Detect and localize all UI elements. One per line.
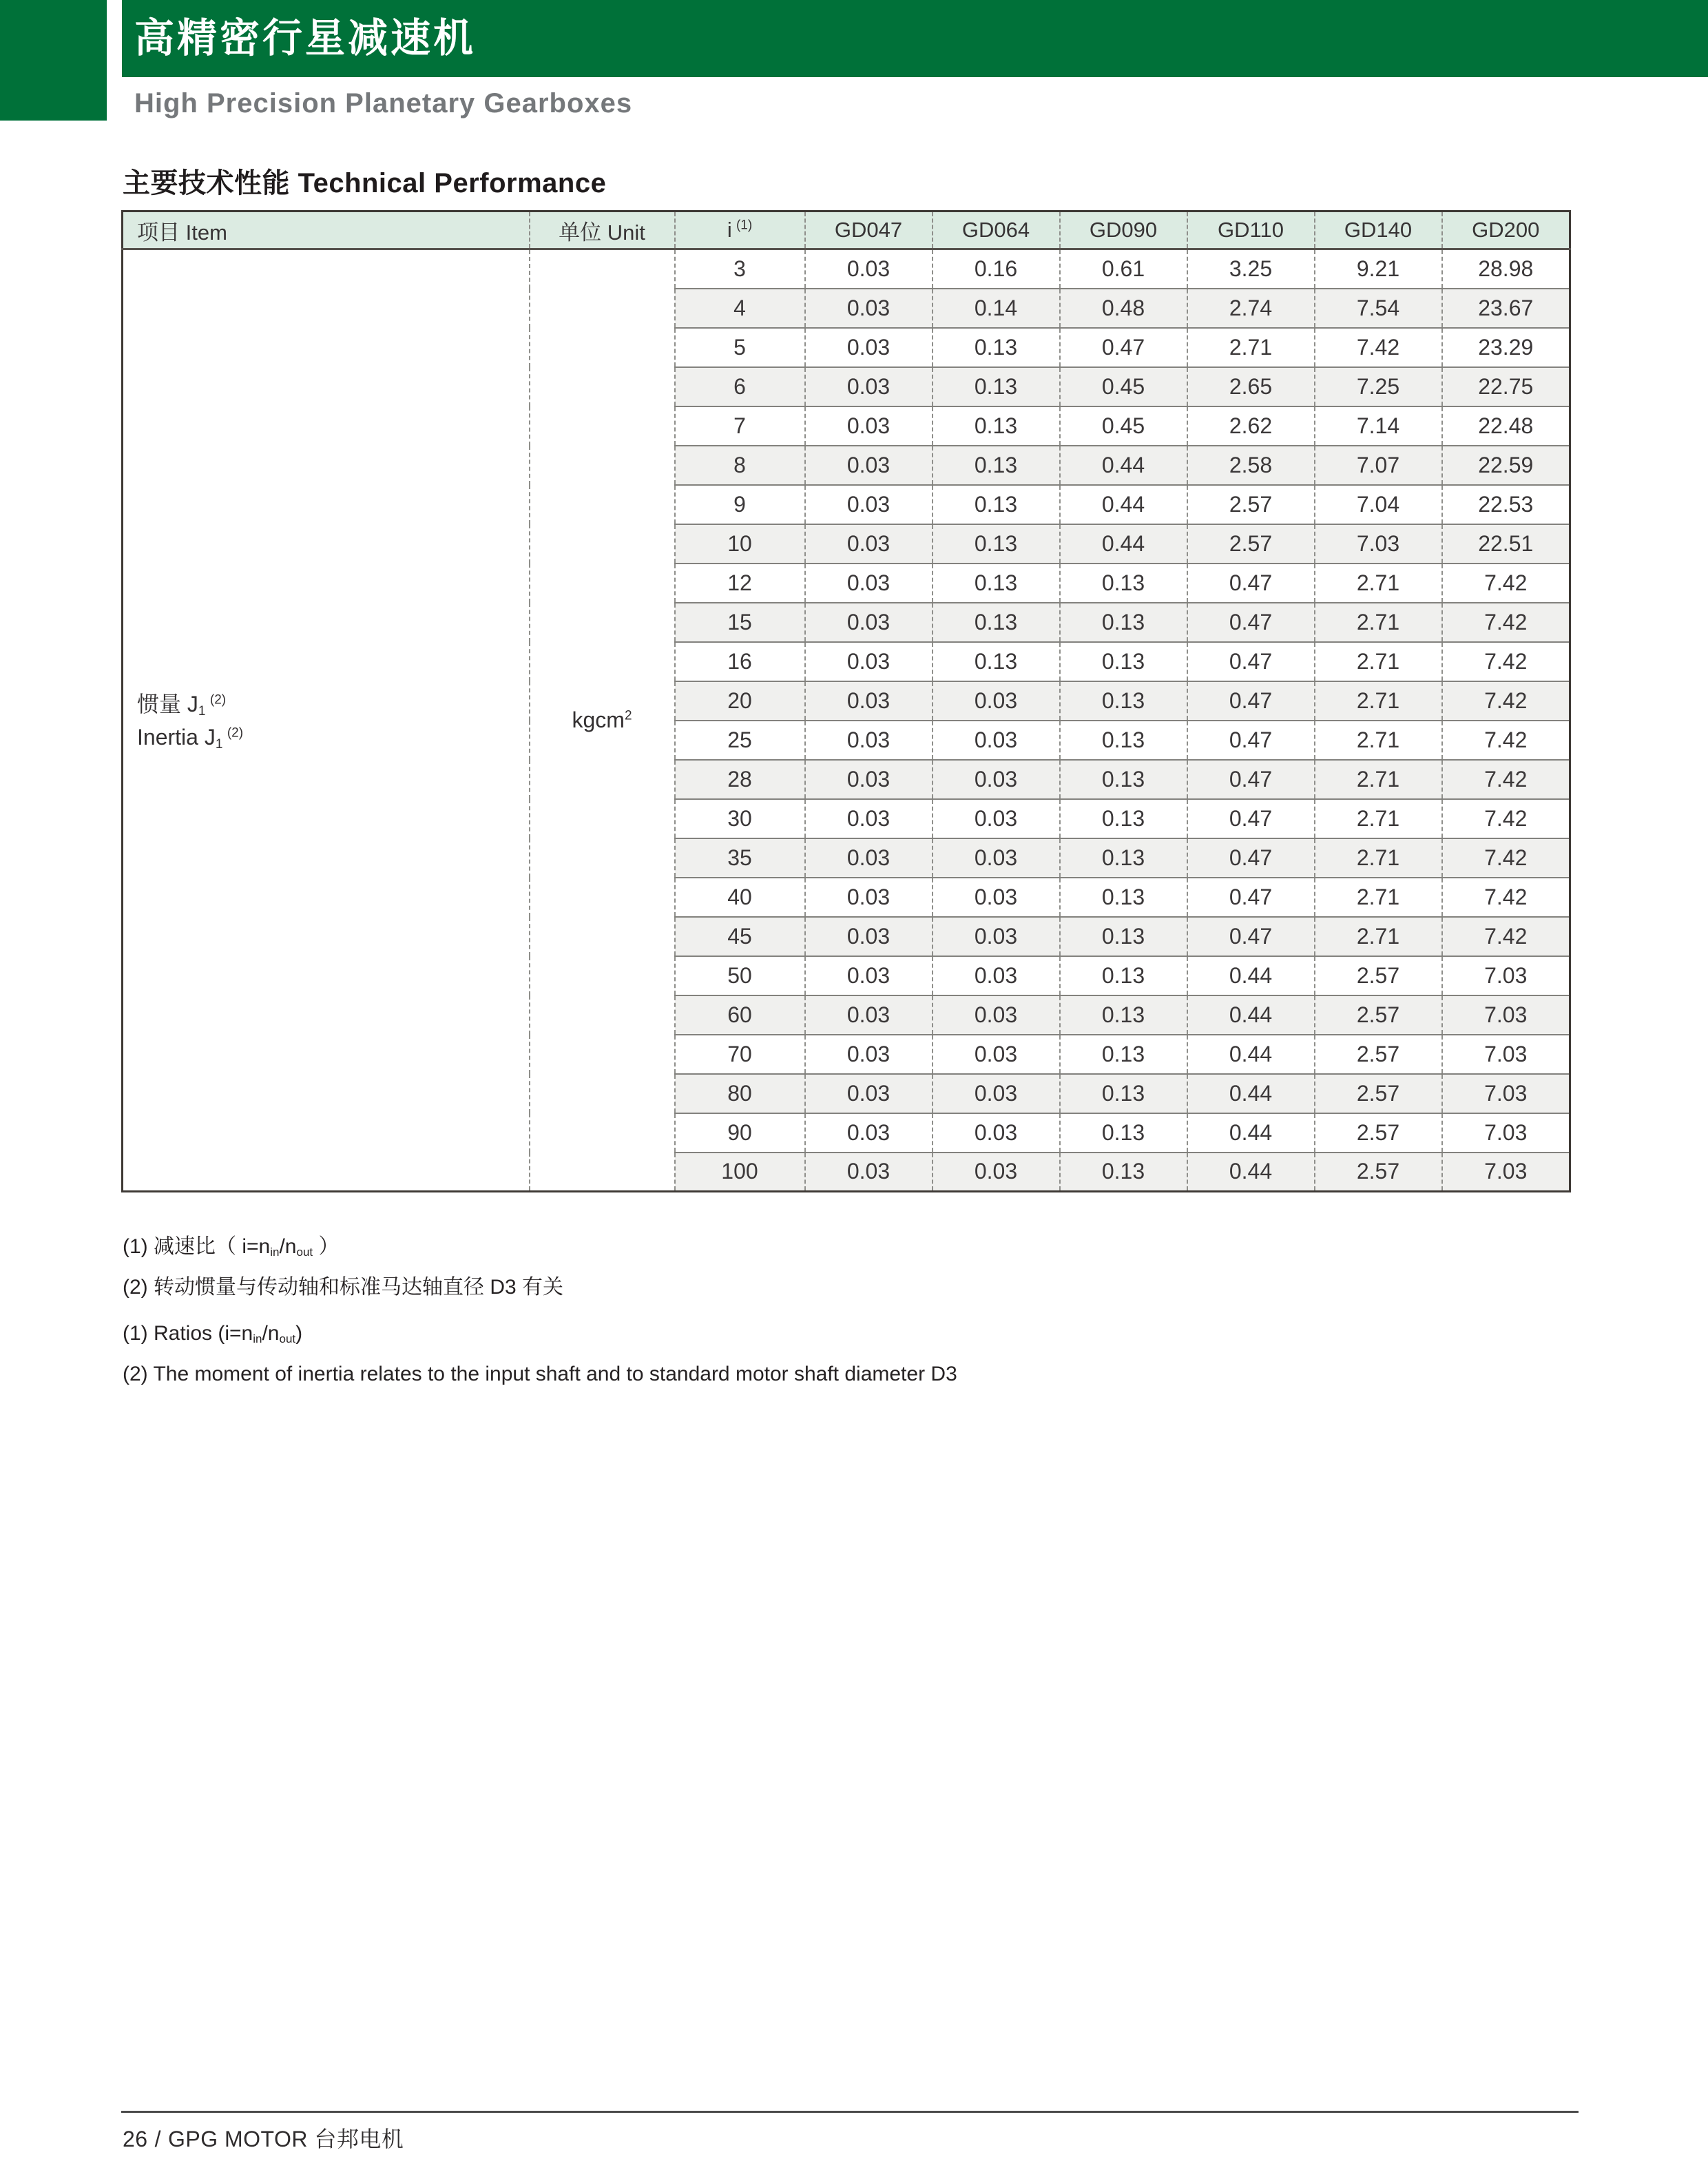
- ratio-cell: 20: [675, 681, 805, 721]
- ratio-cell: 30: [675, 799, 805, 838]
- value-cell: 2.71: [1315, 603, 1442, 642]
- value-cell: 7.03: [1442, 1113, 1570, 1153]
- value-cell: 0.13: [1060, 681, 1187, 721]
- ratio-cell: 9: [675, 485, 805, 524]
- column-header-model: GD047: [805, 211, 933, 249]
- value-cell: 0.03: [805, 289, 933, 328]
- value-cell: 28.98: [1442, 249, 1570, 289]
- value-cell: 2.74: [1187, 289, 1315, 328]
- footer-brand: GPG MOTOR 台邦电机: [167, 2127, 404, 2151]
- value-cell: 0.44: [1060, 524, 1187, 564]
- ratio-cell: 6: [675, 367, 805, 406]
- value-cell: 7.04: [1315, 485, 1442, 524]
- value-cell: 2.71: [1315, 642, 1442, 681]
- value-cell: 2.65: [1187, 367, 1315, 406]
- ratio-cell: 28: [675, 760, 805, 799]
- value-cell: 9.21: [1315, 249, 1442, 289]
- page-number: 26: [123, 2127, 148, 2151]
- value-cell: 0.45: [1060, 367, 1187, 406]
- value-cell: 0.03: [805, 564, 933, 603]
- footer-divider: [121, 2111, 1579, 2113]
- item-footnote-ref: (2): [227, 725, 244, 740]
- value-cell: 0.13: [933, 367, 1060, 406]
- ratio-cell: 90: [675, 1113, 805, 1153]
- value-cell: 0.03: [933, 917, 1060, 956]
- technical-performance-table: [121, 210, 1571, 1192]
- value-cell: 2.71: [1315, 760, 1442, 799]
- ratio-cell: 12: [675, 564, 805, 603]
- value-cell: 7.42: [1442, 917, 1570, 956]
- value-cell: 23.29: [1442, 328, 1570, 367]
- value-cell: 0.47: [1187, 721, 1315, 760]
- value-cell: 2.71: [1315, 917, 1442, 956]
- value-cell: 0.13: [1060, 838, 1187, 878]
- ratio-cell: 60: [675, 995, 805, 1035]
- value-cell: 7.42: [1442, 603, 1570, 642]
- ratio-cell: 50: [675, 956, 805, 995]
- value-cell: 0.03: [805, 1035, 933, 1074]
- table-header-row: [123, 211, 1570, 249]
- column-header-model: GD064: [933, 211, 1060, 249]
- value-cell: 0.03: [933, 838, 1060, 878]
- ratio-cell: 7: [675, 406, 805, 446]
- value-cell: 0.03: [805, 760, 933, 799]
- value-cell: 2.62: [1187, 406, 1315, 446]
- value-cell: 7.07: [1315, 446, 1442, 485]
- value-cell: 2.57: [1187, 524, 1315, 564]
- value-cell: 0.47: [1187, 838, 1315, 878]
- value-cell: 0.03: [805, 838, 933, 878]
- value-cell: 0.03: [933, 1153, 1060, 1192]
- value-cell: 0.03: [933, 1113, 1060, 1153]
- item-label-cn: 惯量 $J_1$ $^{(2)}$: [137, 691, 227, 719]
- value-cell: 0.47: [1187, 642, 1315, 681]
- ratio-cell: 70: [675, 1035, 805, 1074]
- ratio-footnote-ref: (1): [736, 218, 753, 233]
- value-cell: 0.03: [933, 681, 1060, 721]
- value-cell: 7.42: [1442, 799, 1570, 838]
- value-cell: 0.03: [933, 799, 1060, 838]
- table-body: [123, 249, 1570, 1192]
- item-footnote-ref: (2): [209, 692, 227, 707]
- page-subtitle-en: High Precision Planetary Gearboxes: [134, 88, 633, 118]
- value-cell: 7.42: [1442, 878, 1570, 917]
- value-cell: 0.13: [1060, 1113, 1187, 1153]
- value-cell: 0.13: [1060, 878, 1187, 917]
- footnotes-chinese: [123, 1228, 563, 1306]
- value-cell: 0.13: [933, 328, 1060, 367]
- value-cell: 2.57: [1315, 1035, 1442, 1074]
- value-cell: 0.03: [805, 485, 933, 524]
- value-cell: 2.57: [1315, 995, 1442, 1035]
- value-cell: 0.13: [1060, 564, 1187, 603]
- value-cell: 7.42: [1442, 681, 1570, 721]
- brand-green-strip: [0, 0, 107, 121]
- value-cell: 0.03: [805, 642, 933, 681]
- column-header-ratio: i $^{(1)}$: [675, 211, 805, 249]
- value-cell: 0.03: [805, 681, 933, 721]
- value-cell: 0.44: [1187, 1153, 1315, 1192]
- value-cell: 0.03: [805, 1074, 933, 1113]
- value-cell: 7.42: [1442, 642, 1570, 681]
- value-cell: 7.25: [1315, 367, 1442, 406]
- value-cell: 0.44: [1187, 956, 1315, 995]
- value-cell: 0.13: [1060, 603, 1187, 642]
- value-cell: 0.13: [933, 564, 1060, 603]
- value-cell: 0.13: [933, 524, 1060, 564]
- value-cell: 0.14: [933, 289, 1060, 328]
- page-title-cn: 高精密行星减速机: [134, 16, 477, 61]
- value-cell: 3.25: [1187, 249, 1315, 289]
- footnote-en-1: (1) Ratios $(i=n_{in}/n_{out})$: [123, 1322, 303, 1345]
- value-cell: 0.13: [933, 485, 1060, 524]
- value-cell: 0.03: [805, 956, 933, 995]
- value-cell: 0.61: [1060, 249, 1187, 289]
- ratio-cell: 8: [675, 446, 805, 485]
- value-cell: 0.03: [805, 446, 933, 485]
- ratio-cell: 35: [675, 838, 805, 878]
- value-cell: 7.03: [1442, 1153, 1570, 1192]
- column-header-model: GD090: [1060, 211, 1187, 249]
- value-cell: 0.03: [805, 721, 933, 760]
- value-cell: 7.03: [1442, 956, 1570, 995]
- value-cell: 2.71: [1315, 878, 1442, 917]
- value-cell: 22.75: [1442, 367, 1570, 406]
- ratio-cell: 16: [675, 642, 805, 681]
- value-cell: 22.51: [1442, 524, 1570, 564]
- value-cell: 7.14: [1315, 406, 1442, 446]
- value-cell: 0.47: [1060, 328, 1187, 367]
- unit-cell: kgcm$^2$: [530, 249, 675, 1192]
- value-cell: 22.48: [1442, 406, 1570, 446]
- ratio-cell: 15: [675, 603, 805, 642]
- value-cell: 7.03: [1442, 995, 1570, 1035]
- value-cell: 0.03: [805, 328, 933, 367]
- value-cell: 0.13: [1060, 1035, 1187, 1074]
- value-cell: 0.47: [1187, 799, 1315, 838]
- value-cell: 7.54: [1315, 289, 1442, 328]
- item-cell: [123, 249, 530, 1192]
- value-cell: 2.71: [1315, 838, 1442, 878]
- value-cell: 0.13: [933, 406, 1060, 446]
- value-cell: 0.13: [1060, 721, 1187, 760]
- footer: [123, 2122, 404, 2153]
- value-cell: 0.13: [1060, 1153, 1187, 1192]
- footer-separator: /: [154, 2127, 161, 2151]
- value-cell: 0.03: [933, 760, 1060, 799]
- value-cell: 0.13: [1060, 642, 1187, 681]
- value-cell: 0.03: [805, 995, 933, 1035]
- value-cell: 0.03: [805, 799, 933, 838]
- value-cell: 2.57: [1315, 1113, 1442, 1153]
- column-header-model: GD200: [1442, 211, 1570, 249]
- value-cell: 0.47: [1187, 917, 1315, 956]
- column-header-model: GD110: [1187, 211, 1315, 249]
- value-cell: 0.44: [1060, 446, 1187, 485]
- value-cell: 0.44: [1187, 1113, 1315, 1153]
- ratio-cell: 25: [675, 721, 805, 760]
- value-cell: 7.42: [1442, 760, 1570, 799]
- value-cell: 0.13: [1060, 917, 1187, 956]
- value-cell: 0.45: [1060, 406, 1187, 446]
- value-cell: 0.13: [1060, 760, 1187, 799]
- column-header-unit: 单位 Unit: [530, 211, 675, 249]
- value-cell: 0.13: [933, 642, 1060, 681]
- item-label-en: Inertia $J_1$ $^{(2)}$: [137, 724, 244, 752]
- ratio-cell: 45: [675, 917, 805, 956]
- value-cell: 0.03: [805, 878, 933, 917]
- value-cell: 0.44: [1187, 1035, 1315, 1074]
- ratio-cell: 10: [675, 524, 805, 564]
- footnotes-english: [123, 1314, 957, 1393]
- value-cell: 2.71: [1315, 721, 1442, 760]
- footnote-en-2: (2) The moment of inertia relates to the input shaft and to standard motor shaft diameter D3: [123, 1363, 957, 1385]
- value-cell: 0.47: [1187, 564, 1315, 603]
- value-cell: 0.13: [933, 446, 1060, 485]
- value-cell: 0.03: [933, 1035, 1060, 1074]
- footnote-cn-2: (2) 转动惯量与传动轴和标准马达轴直径 D3 有关: [123, 1276, 564, 1299]
- ratio-cell: 4: [675, 289, 805, 328]
- value-cell: 2.57: [1315, 1074, 1442, 1113]
- value-cell: 22.59: [1442, 446, 1570, 485]
- value-cell: 7.03: [1442, 1035, 1570, 1074]
- value-cell: 0.44: [1060, 485, 1187, 524]
- table-row: [123, 249, 1570, 289]
- value-cell: 0.03: [805, 1153, 933, 1192]
- value-cell: 0.13: [1060, 1074, 1187, 1113]
- value-cell: 0.44: [1187, 995, 1315, 1035]
- value-cell: 0.03: [933, 956, 1060, 995]
- ratio-cell: 100: [675, 1153, 805, 1192]
- ratio-cell: 3: [675, 249, 805, 289]
- value-cell: 7.03: [1442, 1074, 1570, 1113]
- value-cell: 2.57: [1187, 485, 1315, 524]
- value-cell: 2.57: [1315, 1153, 1442, 1192]
- value-cell: 22.53: [1442, 485, 1570, 524]
- value-cell: 0.47: [1187, 603, 1315, 642]
- value-cell: 0.44: [1187, 1074, 1315, 1113]
- value-cell: 0.03: [933, 721, 1060, 760]
- value-cell: 2.71: [1315, 564, 1442, 603]
- column-header-model: GD140: [1315, 211, 1442, 249]
- value-cell: 0.03: [805, 1113, 933, 1153]
- value-cell: 0.13: [933, 603, 1060, 642]
- value-cell: 2.57: [1315, 956, 1442, 995]
- value-cell: 0.03: [933, 1074, 1060, 1113]
- value-cell: 23.67: [1442, 289, 1570, 328]
- footnote-cn-1: (1) 减速比（ $i=n_{in}/n_{out}$ ）: [123, 1235, 340, 1259]
- value-cell: 0.47: [1187, 760, 1315, 799]
- value-cell: 0.03: [805, 917, 933, 956]
- value-cell: 0.13: [1060, 956, 1187, 995]
- value-cell: 0.13: [1060, 799, 1187, 838]
- value-cell: 7.42: [1442, 721, 1570, 760]
- value-cell: 7.42: [1315, 328, 1442, 367]
- value-cell: 0.03: [805, 367, 933, 406]
- value-cell: 0.03: [805, 603, 933, 642]
- value-cell: 0.13: [1060, 995, 1187, 1035]
- value-cell: 0.16: [933, 249, 1060, 289]
- value-cell: 7.42: [1442, 838, 1570, 878]
- value-cell: 0.48: [1060, 289, 1187, 328]
- value-cell: 0.03: [805, 406, 933, 446]
- ratio-cell: 5: [675, 328, 805, 367]
- value-cell: 0.47: [1187, 878, 1315, 917]
- value-cell: 2.71: [1315, 799, 1442, 838]
- value-cell: 2.71: [1315, 681, 1442, 721]
- value-cell: 0.03: [805, 249, 933, 289]
- value-cell: 0.03: [933, 995, 1060, 1035]
- value-cell: 7.03: [1315, 524, 1442, 564]
- value-cell: 7.42: [1442, 564, 1570, 603]
- ratio-cell: 80: [675, 1074, 805, 1113]
- value-cell: 2.58: [1187, 446, 1315, 485]
- value-cell: 0.47: [1187, 681, 1315, 721]
- ratio-cell: 40: [675, 878, 805, 917]
- value-cell: 0.03: [805, 524, 933, 564]
- value-cell: 0.03: [933, 878, 1060, 917]
- page-header-bar: [122, 0, 1708, 77]
- value-cell: 2.71: [1187, 328, 1315, 367]
- section-title: 主要技术性能 Technical Performance: [123, 168, 607, 198]
- column-header-item: 项目 Item: [123, 211, 530, 249]
